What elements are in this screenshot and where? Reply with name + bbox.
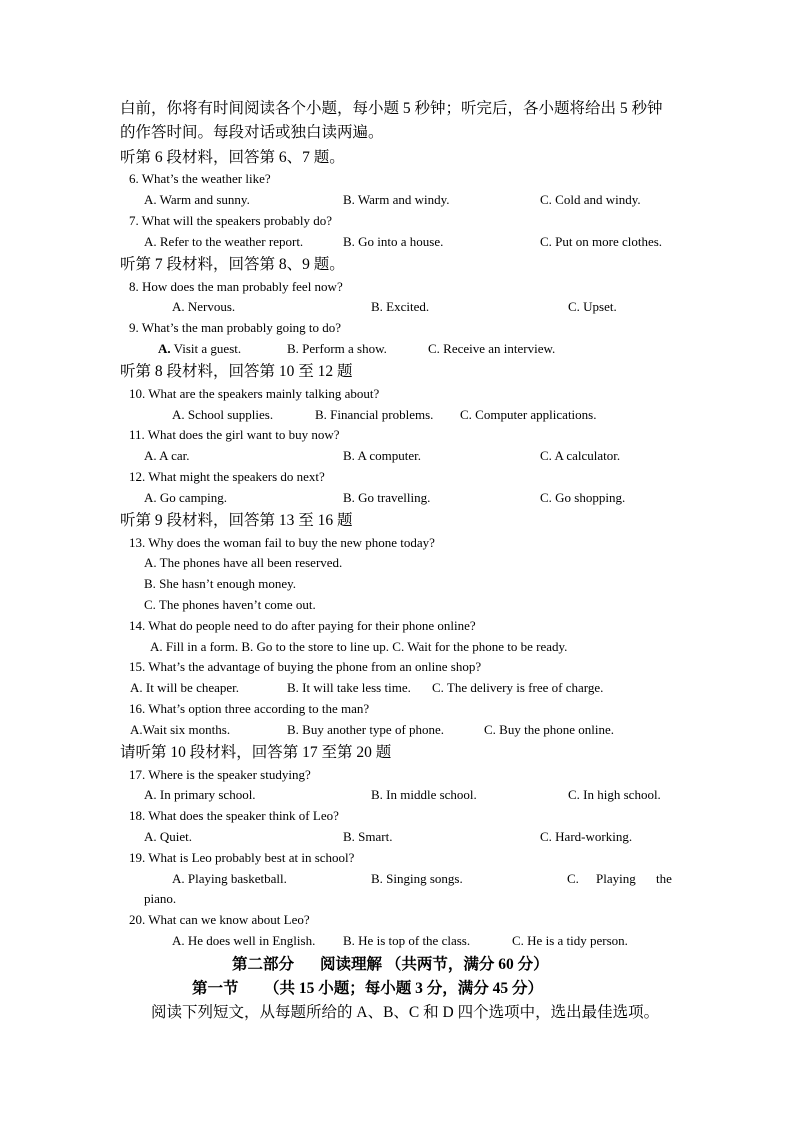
reading-instruction: 阅读下列短文，从每题所给的 A、B、C 和 D 四个选项中，选出最佳选项。 [151,1004,660,1021]
section-6-heading: 听第 6 段材料，回答第 6、7 题。 [120,149,345,166]
q19-option-c-word-2: the [656,871,672,886]
q9-option-a-letter: A. [158,341,171,356]
question-15: 15. What’s the advantage of buying the phone from an online shop? [129,659,482,674]
q17-option-a: A. In primary school. [144,787,256,802]
section-8-heading: 听第 8 段材料，回答第 10 至 12 题 [120,363,353,380]
q18-option-b: B. Smart. [343,829,393,844]
question-19: 19. What is Leo probably best at in school? [129,850,355,865]
q8-option-a: A. Nervous. [172,299,236,314]
q19-option-c-word-3: piano. [144,891,177,906]
q9-option-a [158,341,241,357]
q14-options: A. Fill in a form. B. Go to the store to line up. C. Wait for the phone to be ready. [150,639,568,654]
q7-option-b: B. Go into a house. [343,234,444,249]
q16-option-a: A.Wait six months. [130,722,231,737]
question-20: 20. What can we know about Leo? [129,912,310,927]
q13-option-a: A. The phones have all been reserved. [144,555,343,570]
q19-option-c-letter: C. [567,871,579,886]
q8-option-b: B. Excited. [371,299,430,314]
intro-line-1: 白前，你将有时间阅读各个小题，每小题 5 秒钟；听完后，各小题将给出 5 秒钟 [120,100,663,117]
q11-option-c: C. A calculator. [540,448,621,463]
question-9: 9. What’s the man probably going to do? [129,320,342,335]
q20-option-a: A. He does well in English. [172,933,316,948]
part-2-title: 阅读理解 （共两节，满分 60 分） [320,956,549,973]
section-1-label: 第一节 [192,980,239,997]
q9-option-b: B. Perform a show. [287,341,387,356]
section-1-title: （共 15 小题；每小题 3 分，满分 45 分） [264,980,544,997]
part-2-label: 第二部分 [232,956,295,973]
question-7: 7. What will the speakers probably do? [129,213,333,228]
q19-option-a: A. Playing basketball. [172,871,287,886]
q15-option-b: B. It will take less time. [287,680,411,695]
q19-option-c-word-1: Playing [596,871,636,886]
q17-option-b: B. In middle school. [371,787,477,802]
q18-option-a: A. Quiet. [144,829,193,844]
q15-option-a: A. It will be cheaper. [130,680,240,695]
q10-option-b: B. Financial problems. [315,407,434,422]
question-8: 8. How does the man probably feel now? [129,279,343,294]
question-10: 10. What are the speakers mainly talking about? [129,386,380,401]
question-17: 17. Where is the speaker studying? [129,767,311,782]
q13-option-c: C. The phones haven’t come out. [144,597,316,612]
question-6: 6. What’s the weather like? [129,171,271,186]
question-16: 16. What’s option three according to the man? [129,701,370,716]
q6-option-c: C. Cold and windy. [540,192,641,207]
q9-option-c: C. Receive an interview. [428,341,556,356]
section-7-heading: 听第 7 段材料，回答第 8、9 题。 [120,256,345,273]
q20-option-c: C. He is a tidy person. [512,933,628,948]
q13-option-b: B. She hasn’t enough money. [144,576,297,591]
question-11: 11. What does the girl want to buy now? [129,427,340,442]
q10-option-c: C. Computer applications. [460,407,597,422]
question-13: 13. Why does the woman fail to buy the new phone today? [129,535,435,550]
q16-option-b: B. Buy another type of phone. [287,722,445,737]
section-9-heading: 听第 9 段材料，回答第 13 至 16 题 [120,512,353,529]
question-14: 14. What do people need to do after paying for their phone online? [129,618,476,633]
q6-option-a: A. Warm and sunny. [144,192,250,207]
q7-option-a: A. Refer to the weather report. [144,234,304,249]
q19-option-b: B. Singing songs. [371,871,463,886]
q11-option-b: B. A computer. [343,448,421,463]
question-12: 12. What might the speakers do next? [129,469,325,484]
q17-option-c: C. In high school. [568,787,661,802]
section-10-heading: 请听第 10 段材料，回答第 17 至第 20 题 [120,744,392,761]
q11-option-a: A. A car. [144,448,190,463]
q12-option-a: A. Go camping. [144,490,228,505]
question-18: 18. What does the speaker think of Leo? [129,808,339,823]
q12-option-b: B. Go travelling. [343,490,431,505]
q15-option-c: C. The delivery is free of charge. [432,680,604,695]
q6-option-b: B. Warm and windy. [343,192,450,207]
q7-option-c: C. Put on more clothes. [540,234,663,249]
q18-option-c: C. Hard-working. [540,829,633,844]
q10-option-a: A. School supplies. [172,407,274,422]
q20-option-b: B. He is top of the class. [343,933,471,948]
q9-option-a-text: Visit a guest. [170,341,242,356]
q8-option-c: C. Upset. [568,299,617,314]
q12-option-c: C. Go shopping. [540,490,626,505]
q16-option-c: C. Buy the phone online. [484,722,614,737]
intro-line-2: 的作答时间。每段对话或独白读两遍。 [120,124,384,141]
